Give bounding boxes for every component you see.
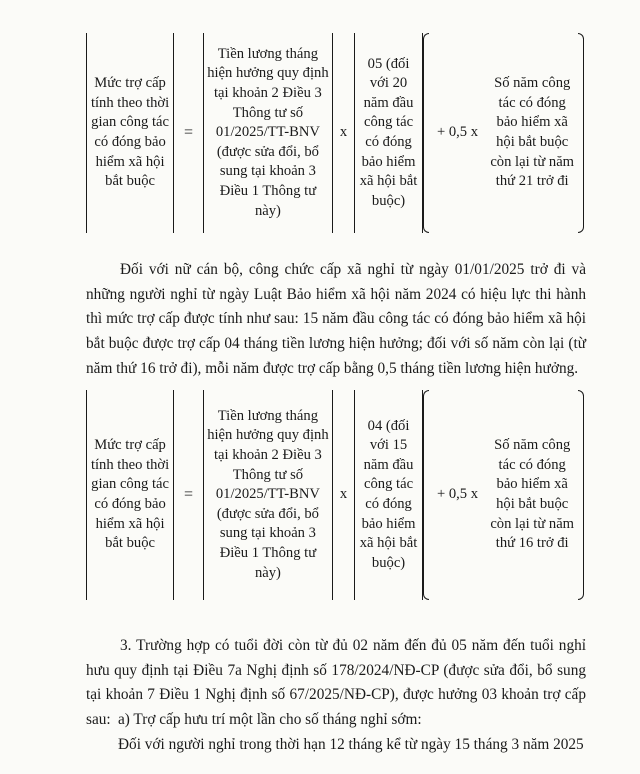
formula-2 — [86, 390, 584, 600]
formula-2-left-term: Mức trợ cấp tính theo thời gian công tác có đóng bảo hiểm xã hội bắt buộc — [86, 390, 174, 600]
formula-2-equals: = — [183, 486, 193, 504]
formula-1-times: x — [339, 124, 348, 141]
formula-1-salary-term: Tiền lương tháng hiện hưởng quy định tại khoản 2 Điều 3 Thông tư số 01/2025/TT-BNV (được sửa đổi, bổ sung tại khoản 3 Điều 1 Thông tư này) — [203, 33, 333, 233]
formula-2-close-paren — [578, 390, 584, 600]
formula-2-plus-factor: + 0,5 x — [436, 486, 479, 503]
formula-2-salary-term: Tiền lương tháng hiện hưởng quy định tại khoản 2 Điều 3 Thông tư số 01/2025/TT-BNV (được sửa đổi, bổ sung tại khoản 3 Điều 1 Thông tư này) — [203, 390, 333, 600]
paragraph-item-a: a) Trợ cấp hưu trí một lần cho số tháng nghỉ sớm: — [118, 711, 422, 729]
formula-2-times: x — [339, 486, 348, 503]
paragraph-case-3: 3. Trường hợp có tuổi đời còn từ đủ 02 năm đến đủ 05 năm đến tuổi nghỉ hưu quy định tại Điều 7a Nghị định số 178/2024/NĐ-CP (được sửa đổi, bổ sung tại khoản 7 Điều 1 Nghị định số 67/2025/NĐ-CP), được hưởng 03 khoản trợ cấp sau: — [86, 637, 586, 729]
formula-1-left-term: Mức trợ cấp tính theo thời gian công tác có đóng bảo hiểm xã hội bắt buộc — [86, 33, 174, 233]
formula-2-coefficient: 04 (đối với 15 năm đầu công tác có đóng bảo hiểm xã hội bắt buộc) — [354, 390, 423, 600]
formula-1-plus-factor: + 0,5 x — [436, 124, 479, 141]
formula-1 — [86, 33, 584, 233]
paragraph-12-months: Đối với người nghỉ trong thời hạn 12 tháng kể từ ngày 15 tháng 3 năm 2025 — [118, 736, 584, 754]
formula-1-equals: = — [183, 124, 193, 142]
formula-1-years-term: Số năm công tác có đóng bảo hiểm xã hội bắt buộc còn lại từ năm thứ 21 trở đi — [490, 75, 575, 190]
formula-2-years-term: Số năm công tác có đóng bảo hiểm xã hội bắt buộc còn lại từ năm thứ 16 trở đi — [490, 437, 575, 552]
paragraph-female-officials: Đối với nữ cán bộ, công chức cấp xã nghỉ từ ngày 01/01/2025 trở đi và những người nghỉ từ ngày Luật Bảo hiểm xã hội năm 2024 có hiệu lực thi hành thì mức trợ cấp được tính như sau: 15 năm đầu công tác có đóng bảo hiểm xã hội bắt buộc được trợ cấp 04 tháng tiền lương hiện hưởng; đối với số năm còn lại (từ năm thứ 16 trở đi), mỗi năm được trợ cấp bằng 0,5 tháng tiền lương hiện hưởng. — [86, 261, 586, 377]
formula-1-coefficient: 05 (đối với 20 năm đầu công tác có đóng bảo hiểm xã hội bắt buộc) — [354, 33, 423, 233]
formula-1-close-paren — [578, 33, 584, 233]
